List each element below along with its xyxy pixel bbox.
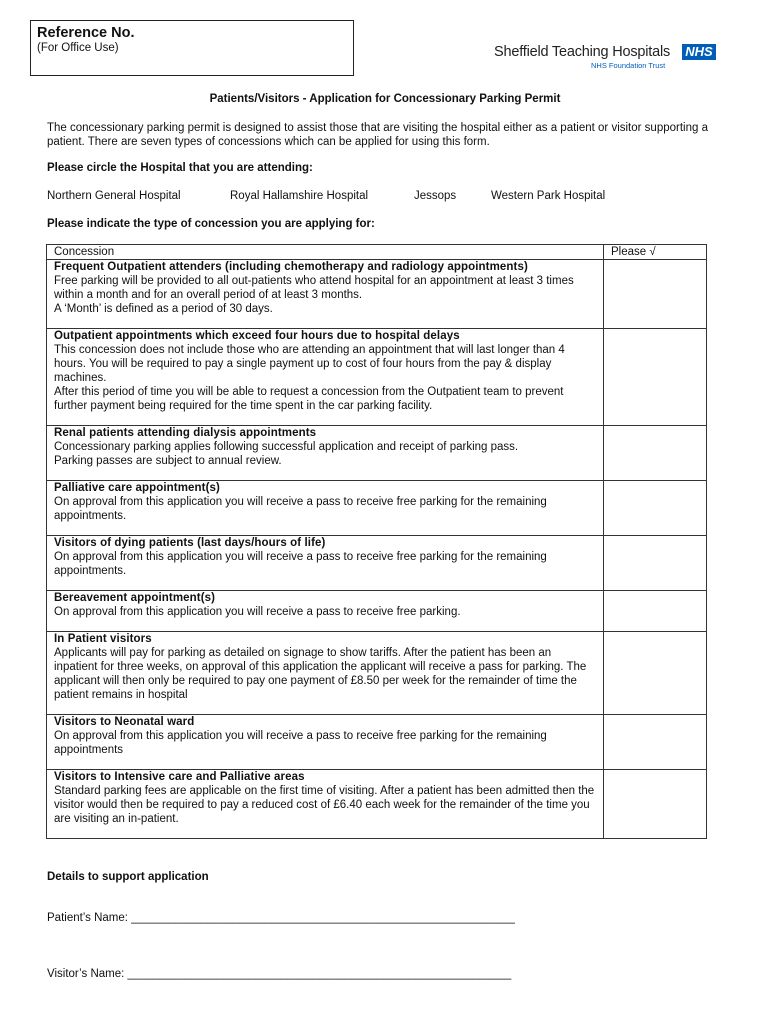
check-cell[interactable] — [604, 481, 707, 536]
concession-cell — [47, 715, 604, 770]
reference-subtitle: (For Office Use) — [37, 42, 119, 54]
concession-prompt: Please indicate the type of concession you are applying for: — [47, 218, 375, 230]
concession-cell — [47, 591, 604, 632]
check-cell[interactable] — [604, 632, 707, 715]
concession-title: Visitors of dying patients (last days/hours of life) — [54, 537, 326, 549]
concession-title: Frequent Outpatient attenders (including chemotherapy and radiology appointments) — [54, 261, 528, 273]
concession-cell — [47, 481, 604, 536]
logo-name: Sheffield Teaching Hospitals — [494, 44, 671, 60]
concession-description: Free parking will be provided to all out-patients who attend hospital for an appointment at least 3 times within a month and for an overall period of at least 3 months. A ‘Month’ is defined as a period of 30 days. — [54, 275, 574, 315]
concession-table — [46, 244, 707, 839]
table-row — [47, 715, 707, 770]
reference-title: Reference No. — [37, 25, 135, 41]
concession-title: Bereavement appointment(s) — [54, 592, 216, 604]
check-cell[interactable] — [604, 329, 707, 426]
concession-title: Visitors to Intensive care and Palliative areas — [54, 771, 305, 783]
concession-title: Visitors to Neonatal ward — [54, 716, 195, 728]
concession-description: Standard parking fees are applicable on the first time of visiting. After a patient has been admitted then the visitor would then be required to pay a reduced cost of £6.40 each week for the remainder of the time you are visiting an in-patient. — [54, 785, 595, 825]
concession-description: On approval from this application you will receive a pass to receive free parking for the remaining appointments. — [54, 551, 547, 577]
nhs-badge: NHS — [682, 44, 716, 60]
concession-header: Concession — [47, 245, 604, 260]
concession-title: In Patient visitors — [54, 633, 152, 645]
visitor-name-field[interactable]: Visitor’s Name: ____________________________________________________________ — [47, 968, 512, 980]
concession-title: Palliative care appointment(s) — [54, 482, 220, 494]
concession-description: On approval from this application you will receive a pass to receive free parking for the remaining appointments. — [54, 496, 547, 522]
concession-cell — [47, 260, 604, 329]
hospital-option[interactable]: Northern General Hospital — [47, 190, 181, 202]
check-cell[interactable] — [604, 591, 707, 632]
concession-title: Outpatient appointments which exceed four hours due to hospital delays — [54, 330, 460, 342]
hospital-option[interactable]: Jessops — [414, 190, 457, 202]
concession-description: Applicants will pay for parking as detailed on signage to show tariffs. After the patient has been an inpatient for three weeks, on approval of this application the applicant will receive a pass for parking. The applicant will then only be required to pay one payment of £8.50 per week for the remainder of time the patient remains in hospital — [54, 647, 587, 701]
concession-title: Renal patients attending dialysis appointments — [54, 427, 317, 439]
table-row — [47, 591, 707, 632]
reference-box — [30, 20, 354, 76]
check-header: Please √ — [604, 245, 707, 260]
details-heading: Details to support application — [47, 871, 209, 883]
concession-cell — [47, 632, 604, 715]
table-row — [47, 426, 707, 481]
table-row — [47, 770, 707, 839]
check-cell[interactable] — [604, 426, 707, 481]
hospital-option[interactable]: Western Park Hospital — [491, 190, 606, 202]
table-row — [47, 632, 707, 715]
table-header-row — [47, 245, 707, 260]
concession-cell — [47, 426, 604, 481]
concession-description: This concession does not include those who are attending an appointment that will last longer than 4 hours. You will be required to pay a single payment up to cost of four hours from the pay & display machines. After this period of time you will be able to request a concession from the Outpatient team to prevent further payment being required for the time spent in the car parking facility. — [54, 344, 565, 412]
page-title: Patients/Visitors - Application for Concessionary Parking Permit — [209, 93, 561, 105]
concession-cell — [47, 536, 604, 591]
concession-cell — [47, 329, 604, 426]
check-cell[interactable] — [604, 260, 707, 329]
table-row — [47, 481, 707, 536]
intro-text: The concessionary parking permit is designed to assist those that are visiting the hospital either as a patient or visitor supporting a patient. There are seven types of concessions which can be applied for using this form. — [47, 122, 708, 148]
hospital-option[interactable]: Royal Hallamshire Hospital — [230, 190, 369, 202]
table-row — [47, 329, 707, 426]
check-cell[interactable] — [604, 715, 707, 770]
concession-description: On approval from this application you will receive a pass to receive free parking for the remaining appointments — [54, 730, 547, 756]
table-row — [47, 260, 707, 329]
concession-description: On approval from this application you will receive a pass to receive free parking. — [54, 606, 461, 618]
concession-description: Concessionary parking applies following successful application and receipt of parking pass. Parking passes are subject to annual review. — [54, 441, 519, 467]
table-row — [47, 536, 707, 591]
hospital-prompt: Please circle the Hospital that you are attending: — [47, 162, 313, 174]
trust-logo — [494, 42, 726, 72]
patient-name-field[interactable]: Patient’s Name: ____________________________________________________________ — [47, 912, 515, 924]
concession-cell — [47, 770, 604, 839]
check-cell[interactable] — [604, 536, 707, 591]
logo-trust: NHS Foundation Trust — [591, 61, 666, 70]
check-cell[interactable] — [604, 770, 707, 839]
